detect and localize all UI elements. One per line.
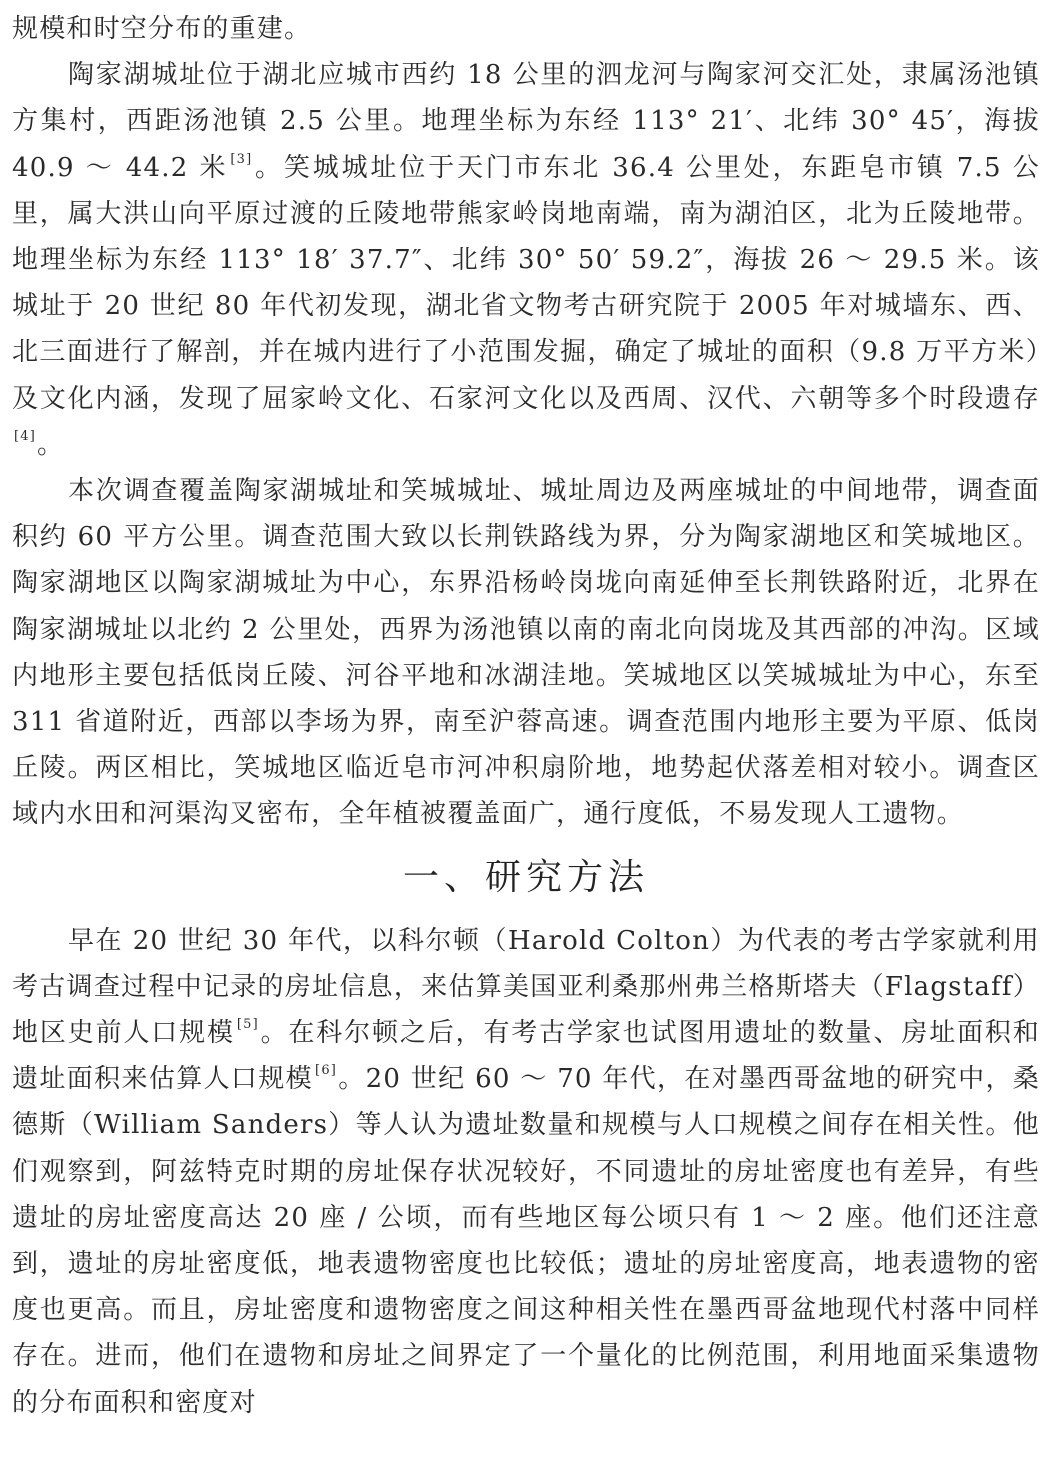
- citation-ref-4[interactable]: [4]: [14, 428, 37, 444]
- paragraph-continuation: [12, 6, 1040, 52]
- citation-ref-6[interactable]: [6]: [315, 1063, 338, 1079]
- paragraph-text: 。笑城城址位于天门市东北 36.4 公里处，东距皂市镇 7.5 公里，属大洪山向平原过渡的丘陵地带熊家岭岗地南端，南为湖泊区，北为丘陵地带。地理坐标为东经 113° 18′ 37.7″、北纬 30° 50′ 59.2″，海拔 26 ～ 29.5 米。该城址于 20 世纪 80 年代初发现，湖北省文物考古研究院于 2005 年对城墙东、西、北三面进行了解剖，并在城内进行了小范围发掘，确定了城址的面积（9.8 万平方米）及文化内涵，发现了屈家岭文化、石家河文化以及西周、汉代、六朝等多个时段遗存: [12, 152, 1040, 414]
- citation-ref-3[interactable]: [3]: [230, 151, 253, 167]
- paragraph-text: 。: [37, 429, 65, 460]
- paragraph-text: 。20 世纪 60 ～ 70 年代，在对墨西哥盆地的研究中，桑德斯（William Sanders）等人认为遗址数量和规模与人口规模之间存在相关性。他们观察到，阿兹特克时期的房址保存状况较好，不同遗址的房址密度也有差异，有些遗址的房址密度高达 20 座 / 公顷，而有些地区每公顷只有 1 ～ 2 座。他们还注意到，遗址的房址密度低，地表遗物密度也比较低；遗址的房址密度高，地表遗物的密度也更高。而且，房址密度和遗物密度之间这种相关性在墨西哥盆地现代村落中同样存在。进而，他们在遗物和房址之间界定了一个量化的比例范围，利用地面采集遗物的分布面积和密度对: [12, 1064, 1041, 1418]
- paragraph-text: 早在 20 世纪 30 年代，以科尔顿（Harold Colton）为代表的考古学家就利用考古调查过程中记录的房址信息，来估算美国亚利桑那州弗兰格斯塔夫（Flagstaff）地区史前人口规模: [12, 925, 1040, 1049]
- paragraph-text: 。在科尔顿之后，有考古学家也试图用遗址的数量、房址面积和遗址面积来估算人口规模: [12, 1018, 1040, 1095]
- section-heading: 一、研究方法: [402, 856, 649, 898]
- paragraph-text: 本次调查覆盖陶家湖城址和笑城城址、城址周边及两座城址的中间地带，调查面积约 60 平方公里。调查范围大致以长荆铁路线为界，分为陶家湖地区和笑城地区。陶家湖地区以陶家湖城址为中心，东界沿杨岭岗垅向南延伸至长荆铁路附近，北界在陶家湖城址以北约 2 公里处，西界为汤池镇以南的南北向岗垅及其西部的冲沟。区域内地形主要包括低岗丘陵、河谷平地和冰湖洼地。笑城地区以笑城城址为中心，东至 311 省道附近，西部以李场为界，南至沪蓉高速。调查范围内地形主要为平原、低岗丘陵。两区相比，笑城地区临近皂市河冲积扇阶地，地势起伏落差相对较小。调查区域内水田和河渠沟叉密布，全年植被覆盖面广，通行度低，不易发现人工遗物。: [12, 476, 1040, 830]
- paragraph-research-methods: [12, 918, 1040, 1426]
- paragraph-site-locations: [12, 52, 1040, 468]
- paragraph-survey-area: [12, 468, 1040, 838]
- citation-ref-5[interactable]: [5]: [236, 1017, 259, 1033]
- paragraph-text: 陶家湖城址位于湖北应城市西约 18 公里的泗龙河与陶家河交汇处，隶属汤池镇方集村，西距汤池镇 2.5 公里。地理坐标为东经 113° 21′、北纬 30° 45′，海拔 40.9 ～ 44.2 米: [12, 60, 1040, 183]
- paragraph-text: 规模和时空分布的重建。: [12, 14, 312, 44]
